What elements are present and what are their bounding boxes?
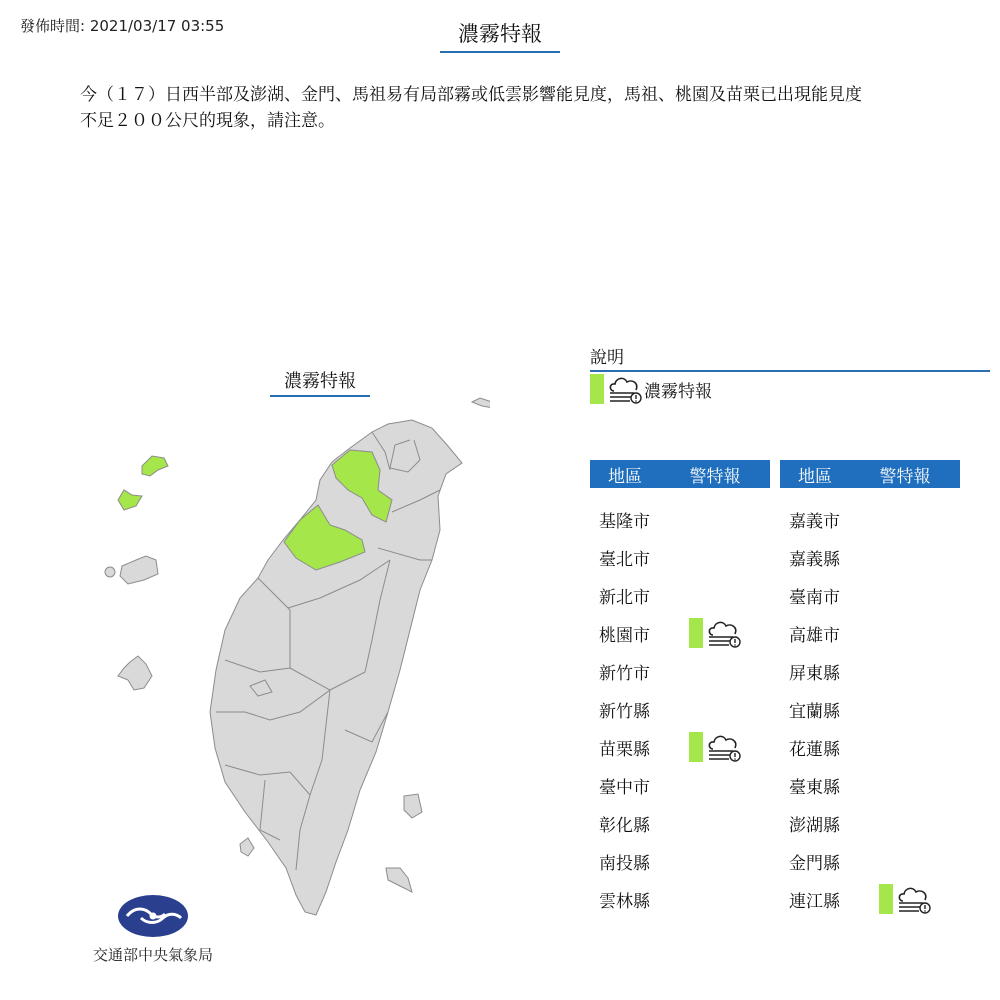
region-name: 臺中市 (599, 777, 650, 798)
warning-cell (689, 618, 741, 648)
region-row (590, 880, 770, 918)
fog-warning-swatch (879, 884, 893, 914)
region-name: 屏東縣 (789, 663, 840, 684)
region-row (590, 614, 770, 652)
island-orchid[interactable] (386, 868, 412, 892)
taiwan-map (90, 390, 490, 930)
region-row (590, 538, 770, 576)
warning-cell (879, 884, 931, 914)
region-name: 南投縣 (599, 853, 650, 874)
column-header-warning: 警特報 (689, 466, 741, 487)
region-row (780, 576, 960, 614)
region-row (780, 880, 960, 918)
region-row (780, 728, 960, 766)
cwb-logo (117, 894, 189, 938)
table-header-right (780, 460, 960, 488)
region-name: 新竹縣 (599, 701, 650, 722)
region-row (780, 652, 960, 690)
region-name: 苗栗縣 (599, 739, 650, 760)
region-row (780, 842, 960, 880)
legend-label: 濃霧特報 (644, 381, 712, 402)
island-xiaoliuqiu[interactable] (240, 838, 254, 856)
region-name: 臺東縣 (789, 777, 840, 798)
region-row (780, 766, 960, 804)
fog-icon (608, 374, 642, 404)
island-pengjia[interactable] (472, 398, 490, 408)
fog-warning-swatch (689, 618, 703, 648)
region-penghu[interactable] (118, 656, 152, 690)
region-row (780, 804, 960, 842)
region-name: 新北市 (599, 587, 650, 608)
region-lienchiang-south[interactable] (118, 490, 142, 510)
column-header-warning: 警特報 (879, 466, 931, 487)
region-row (590, 804, 770, 842)
region-list-left (590, 500, 770, 918)
region-list-right (780, 500, 960, 918)
region-name: 臺南市 (789, 587, 840, 608)
issue-time: 發佈時間: 2021/03/17 03:55 (20, 17, 225, 35)
region-name: 彰化縣 (599, 815, 650, 836)
column-header-region: 地區 (798, 466, 832, 487)
region-name: 高雄市 (789, 625, 840, 646)
region-name: 新竹市 (599, 663, 650, 684)
island-green[interactable] (404, 794, 422, 818)
warning-description: 今（１７）日西半部及澎湖、金門、馬祖易有局部霧或低雲影響能見度，馬祖、桃園及苗栗已出現能見度 不足２００公尺的現象，請注意。 (80, 85, 862, 131)
region-row (590, 576, 770, 614)
organization-name: 交通部中央氣象局 (92, 946, 213, 964)
column-header-region: 地區 (608, 466, 642, 487)
region-name: 嘉義縣 (789, 549, 840, 570)
legend-heading: 說明 (590, 343, 990, 372)
legend-swatch (590, 374, 604, 404)
fog-icon (707, 732, 741, 762)
region-kinmen-islet[interactable] (105, 567, 115, 577)
region-name: 基隆市 (599, 511, 650, 532)
region-row (590, 652, 770, 690)
region-name: 宜蘭縣 (789, 701, 840, 722)
table-header-left (590, 460, 770, 488)
region-row (590, 690, 770, 728)
fog-warning-swatch (689, 732, 703, 762)
region-row (780, 690, 960, 728)
region-row (780, 500, 960, 538)
region-name: 桃園市 (599, 625, 650, 646)
map-title: 濃霧特報 (270, 367, 370, 397)
page-title: 濃霧特報 (440, 18, 560, 53)
region-kinmen[interactable] (120, 556, 158, 584)
region-row (590, 728, 770, 766)
region-name: 連江縣 (789, 891, 840, 912)
region-row (590, 500, 770, 538)
region-name: 臺北市 (599, 549, 650, 570)
fog-icon (707, 618, 741, 648)
region-name: 澎湖縣 (789, 815, 840, 836)
region-name: 嘉義市 (789, 511, 840, 532)
region-name: 花蓮縣 (789, 739, 840, 760)
fog-icon (897, 884, 931, 914)
region-name: 雲林縣 (599, 891, 650, 912)
legend-item-fog (590, 374, 712, 404)
warning-cell (689, 732, 741, 762)
region-row (780, 614, 960, 652)
region-row (590, 842, 770, 880)
region-row (590, 766, 770, 804)
region-lienchiang-north[interactable] (142, 456, 168, 476)
region-row (780, 538, 960, 576)
region-name: 金門縣 (789, 853, 840, 874)
